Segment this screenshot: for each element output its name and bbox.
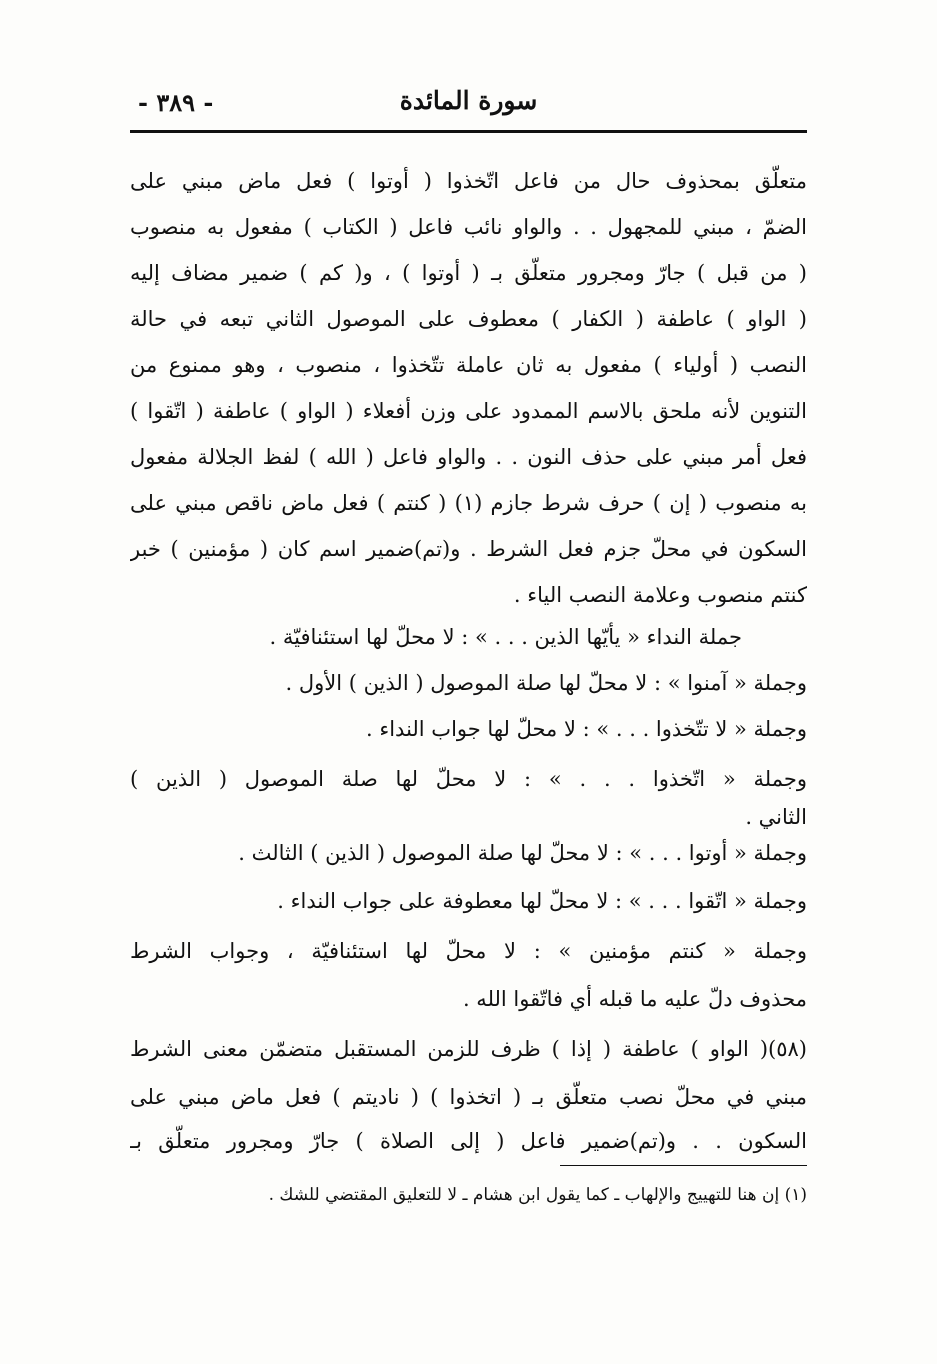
text-line: التنوين لأنه ملحق بالاسم الممدود على وزن أفعلاء ( الواو ) عاطفة ( اتّقوا )	[130, 399, 807, 423]
text-line: مبني في محلّ نصب متعلّق بـ ( اتخذوا ) ( ناديتم ) فعل ماض مبني على	[130, 1085, 807, 1109]
sentence-analysis-line: وجملة « اتّخذوا . . . » : لا محلّ لها صلة الموصول ( الذين )	[130, 767, 807, 791]
body-text	[130, 0, 807, 1364]
sentence-analysis-line: وجملة « آمنوا » : لا محلّ لها صلة الموصول ( الذين ) الأول .	[285, 671, 807, 695]
text-line: كنتم منصوب وعلامة النصب الياء .	[513, 583, 807, 607]
sentence-analysis-line: وجملة « كنتم مؤمنين » : لا محلّ لها استئنافيّة ، وجواب الشرط	[130, 939, 807, 963]
text-line: به منصوب ( إن ) حرف شرط جازم (١) ( كنتم ) فعل ماض ناقص مبني على	[130, 491, 807, 515]
sentence-analysis-line: وجملة « أوتوا . . . » : لا محلّ لها صلة الموصول ( الذين ) الثالث .	[238, 841, 807, 865]
text-line: السكون في محلّ جزم فعل الشرط . و(تم)ضمير اسم كان ( مؤمنين ) خبر	[130, 537, 807, 561]
sentence-analysis-line: محذوف دلّ عليه ما قبله أي فاتّقوا الله .	[462, 987, 807, 1011]
page-number: - ٣٨٩ -	[138, 88, 214, 117]
text-line: الضمّ ، مبني للمجهول . . والواو نائب فاعل ( الكتاب ) مفعول به منصوب	[130, 215, 807, 239]
text-line: ( الواو ) عاطفة ( الكفار ) معطوف على الموصول الثاني تبعه في حالة	[130, 307, 807, 331]
text-line: السكون . . و(تم)ضمير فاعل ( إلى الصلاة ) جارّ ومجرور متعلّق بـ	[130, 1129, 807, 1153]
surah-title: سورة المائدة	[399, 86, 538, 115]
text-line: النصب ( أولياء ) مفعول به ثان عاملة تتّخذوا ، منصوب ، وهو ممنوع من	[130, 353, 807, 377]
sentence-analysis-line: جملة النداء « يأيّها الذين . . . » : لا محلّ لها استئنافيّة .	[269, 625, 742, 649]
text-line: (٥٨)( الواو ) عاطفة ( إذا ) ظرف للزمن المستقبل متضمّن معنى الشرط	[130, 1037, 807, 1061]
sentence-analysis-line: الثاني .	[745, 805, 807, 829]
text-line: ( من قبل ) جارّ ومجرور متعلّق بـ ( أوتوا ) ، و( كم ) ضمير مضاف إليه	[130, 261, 807, 285]
sentence-analysis-line: وجملة « اتّقوا . . . » : لا محلّ لها معطوفة على جواب النداء .	[277, 889, 807, 913]
footnote-rule	[560, 1165, 807, 1166]
footnote: (١) إن هنا للتهييج والإلهاب ـ كما يقول ابن هشام ـ لا للتعليق المقتضي للشك .	[268, 1185, 807, 1205]
sentence-analysis-line: وجملة « لا تتّخذوا . . . » : لا محلّ لها جواب النداء .	[365, 717, 807, 741]
text-line: متعلّق بمحذوف حال من فاعل اتّخذوا ( أوتوا ) فعل ماض مبني على	[130, 169, 807, 193]
text-line: فعل أمر مبني على حذف النون . . والواو فاعل ( الله ) لفظ الجلالة مفعول	[130, 445, 807, 469]
